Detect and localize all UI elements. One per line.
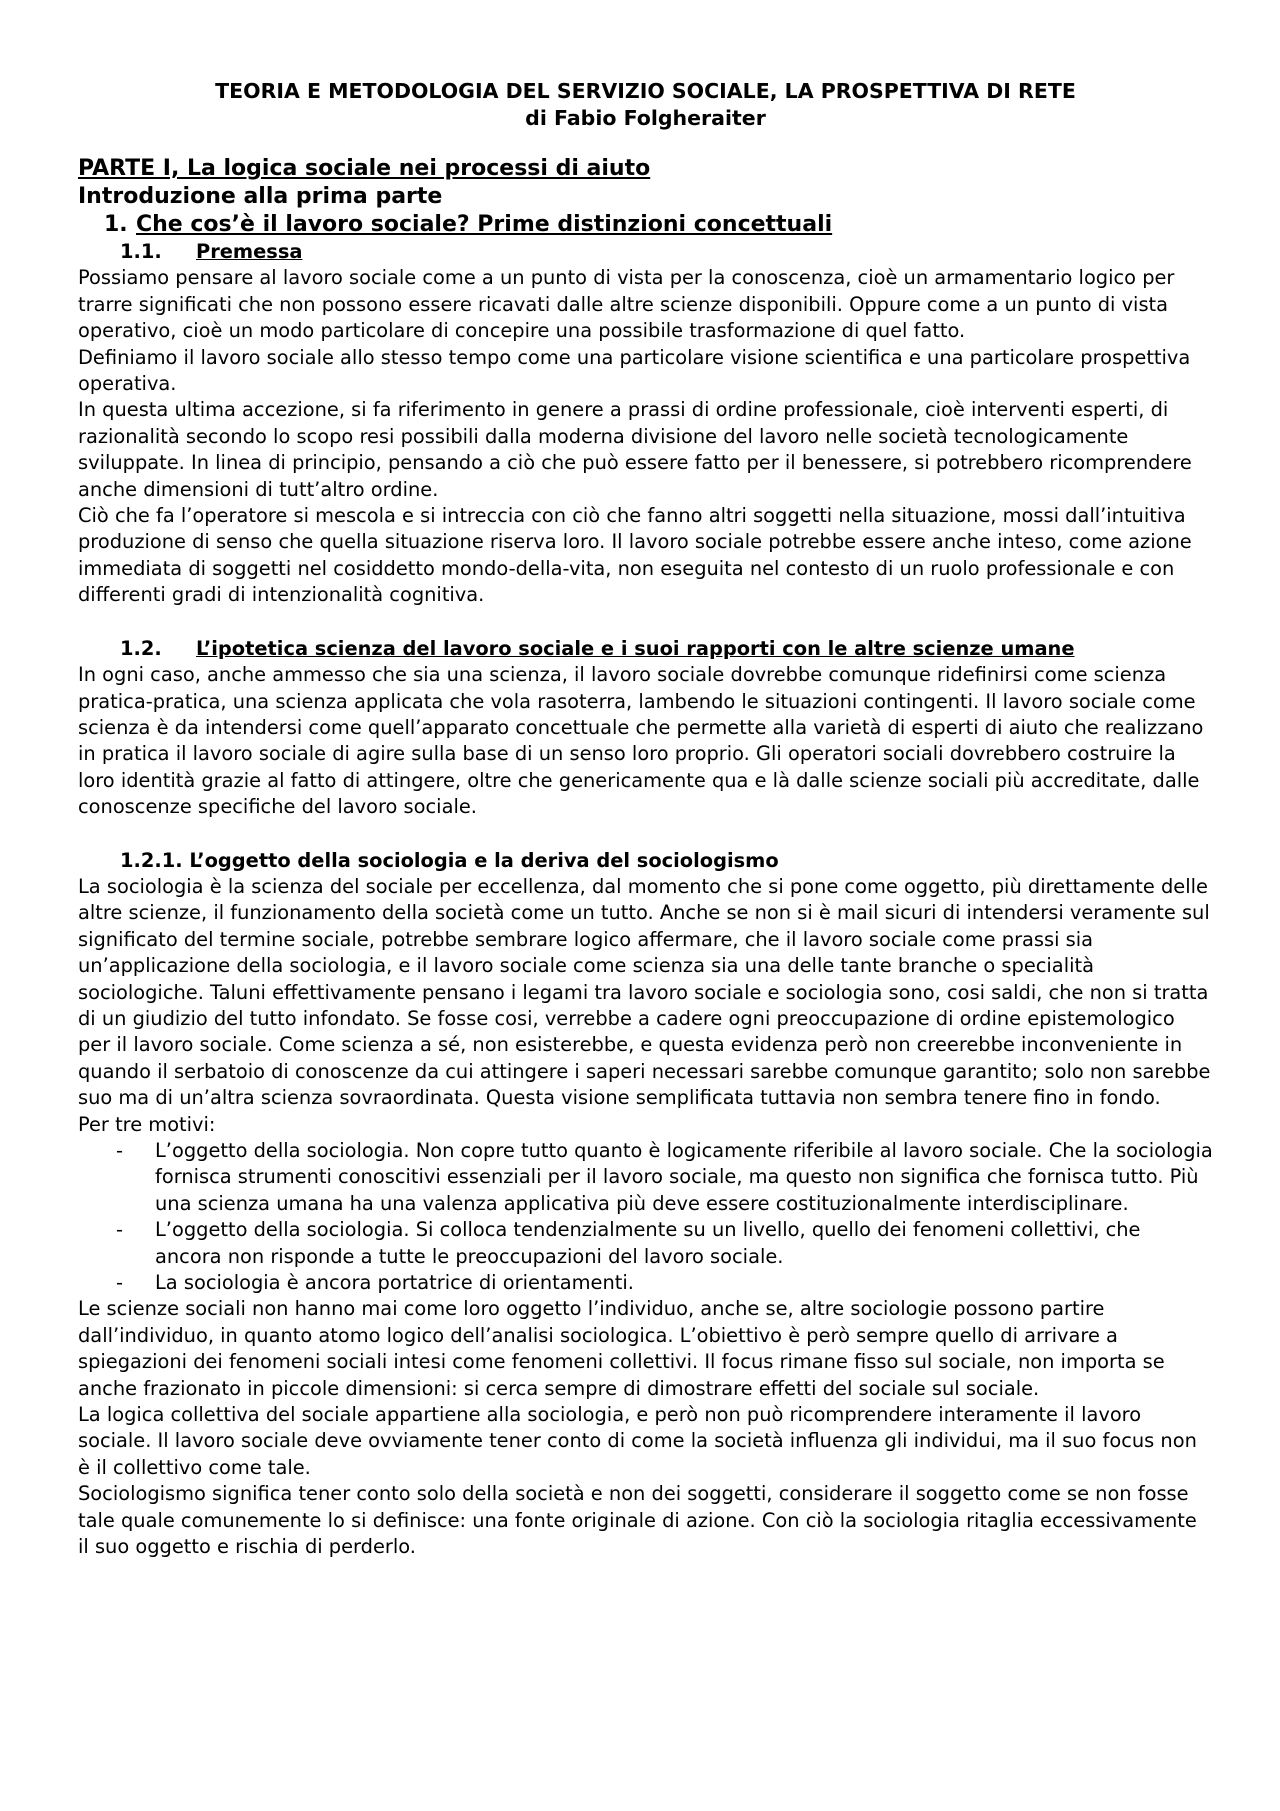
paragraph: In ogni caso, anche ammesso che sia una scienza, il lavoro sociale dovrebbe comunque ridefinirsi come scienza pratica-pratica, una scienza applicata che vola rasoterra, lambendo le situazioni contingenti. Il lavoro sociale come scienza è da intendersi come quell’apparato concettuale che permette alla varietà di esperti di aiuto che realizzano in pratica il lavoro sociale di agire sulla base di un senso loro proprio. Gli operatori sociali dovrebbero costruire la loro identità grazie al fatto di attingere, oltre che genericamente qua e là dalle scienze sociali più accreditate, dalle conoscenze specifiche del lavoro sociale. — [78, 663, 1204, 819]
document-title-block — [78, 78, 1213, 132]
list-item — [78, 1138, 1213, 1217]
paragraph: Ciò che fa l’operatore si mescola e si intreccia con ciò che fanno altri soggetti nella situazione, mossi dall’intuitiva produzione di senso che quella situazione riserva loro. Il lavoro sociale potrebbe essere anche inteso, come azione immediata di soggetti nel cosiddetto mondo-della-vita, non eseguita nel contesto di un ruolo professionale e con differenti gradi di intenzionalità cognitiva. — [78, 504, 1192, 607]
section-number: 1.1. — [120, 240, 162, 263]
paragraph: Possiamo pensare al lavoro sociale come a un punto di vista per la conoscenza, cioè un armamentario logico per trarre significati che non possono essere ricavati dalle altre scienze disponibili. Oppure come a un punto di vista operativo, cioè un modo particolare di concepire una possibile trasformazione di quel fatto. — [78, 266, 1175, 343]
dash-bullet: - — [116, 1271, 123, 1295]
chapter-heading — [78, 211, 1213, 239]
dash-bullet: - — [116, 1139, 123, 1162]
part-heading: PARTE I, La logica sociale nei processi di aiuto — [78, 156, 651, 181]
section-title: Premessa — [196, 240, 303, 263]
subsection-heading-1-2-1: 1.2.1. L’oggetto della sociologia e la deriva del sociologismo — [120, 848, 779, 872]
motivi-list — [78, 1138, 1213, 1296]
section-heading-1-1 — [78, 239, 1213, 265]
section-number: 1.2. — [120, 636, 162, 660]
paragraph: Definiamo il lavoro sociale allo stesso tempo come una particolare visione scientifica e una particolare prospettiva operativa. — [78, 345, 1191, 396]
paragraph: La logica collettiva del sociale appartiene alla sociologia, e però non può ricomprendere interamente il lavoro sociale. Il lavoro sociale deve ovviamente tener conto di come la società influenza gli individui, ma il suo focus non è il collettivo come tale. — [78, 1403, 1197, 1479]
paragraph: Sociologismo significa tener conto solo della società e non dei soggetti, considerare il soggetto come se non fosse tale quale comunemente lo si definisce: una fonte originale di azione. Con ciò la sociologia ritaglia eccessivamente il suo oggetto e rischia di perderlo. — [78, 1482, 1197, 1559]
list-item-text: L’oggetto della sociologia. Non copre tutto quanto è logicamente riferibile al lavoro sociale. Che la sociologia fornisca strumenti conoscitivi essenziali per il lavoro sociale, ma questo non significa che fornisca tutto. Più una scienza umana ha una valenza applicativa più deve essere costituzionalmente interdisciplinare. — [155, 1139, 1213, 1215]
list-item — [78, 1217, 1213, 1270]
document-page — [78, 78, 1213, 1561]
list-item-text: La sociologia è ancora portatrice di orientamenti. — [155, 1271, 634, 1295]
chapter-title: Che cos’è il lavoro sociale? Prime distinzioni concettuali — [136, 212, 833, 237]
paragraph: La sociologia è la scienza del sociale per eccellenza, dal momento che si pone come oggetto, più direttamente delle altre scienze, il funzionamento della società come un tutto. Anche se non si è mail sicuri di intendersi veramente sul significato del termine sociale, potrebbe sembrare logico affermare, che il lavoro sociale come prassi sia un’applicazione della sociologia, e il lavoro sociale come scienza sia una delle tante branche o specialità sociologiche. Taluni effettivamente pensano i legami tra lavoro sociale e sociologia sono, cosi saldi, che non si tratta di un giudizio del tutto infondato. Se fosse cosi, verrebbe a cadere ogni preoccupazione di ordine epistemologico per il lavoro sociale. Come scienza a sé, non esisterebbe, e questa evidenza però non creerebbe inconveniente in quando il serbatoio di conoscenze da cui attingere i saperi necessari sarebbe comunque garantito; solo non sarebbe suo ma di un’altra scienza sovraordinata. Questa visione semplificata tuttavia non sembra tenere fino in fondo. — [78, 874, 1211, 1110]
paragraph: Le scienze sociali non hanno mai come loro oggetto l’individuo, anche se, altre sociologie possono partire dall’individuo, in quanto atomo logico dell’analisi sociologica. L’obiettivo è però sempre quello di arrivare a spiegazioni dei fenomeni sociali intesi come fenomeni collettivi. Il focus rimane fisso sul sociale, non importa se anche frazionato in piccole dimensioni: si cerca sempre di dimostrare effetti del sociale sul sociale. — [78, 1297, 1165, 1400]
document-title: TEORIA E METODOLOGIA DEL SERVIZIO SOCIALE, LA PROSPETTIVA DI RETE — [215, 79, 1076, 103]
intro-heading: Introduzione alla prima parte — [78, 184, 443, 209]
chapter-number: 1. — [104, 212, 128, 237]
document-author: di Fabio Folgheraiter — [525, 106, 766, 130]
paragraph: In questa ultima accezione, si fa riferimento in genere a prassi di ordine professionale, cioè interventi esperti, di razionalità secondo lo scopo resi possibili dalla moderna divisione del lavoro nelle società tecnologicamente sviluppate. In linea di principio, pensando a ciò che può essere fatto per il benessere, si potrebbero ricomprendere anche dimensioni di tutt’altro ordine. — [78, 398, 1192, 501]
section-title: L’ipotetica scienza del lavoro sociale e i suoi rapporti con le altre scienze umane — [196, 636, 1075, 660]
list-item — [78, 1270, 1213, 1296]
motivi-intro: Per tre motivi: — [78, 1112, 216, 1136]
section-heading-1-2 — [78, 636, 1213, 662]
dash-bullet: - — [116, 1218, 123, 1242]
list-item-text: L’oggetto della sociologia. Si colloca tendenzialmente su un livello, quello dei fenomeni collettivi, che ancora non risponde a tutte le preoccupazioni del lavoro sociale. — [155, 1218, 1141, 1268]
